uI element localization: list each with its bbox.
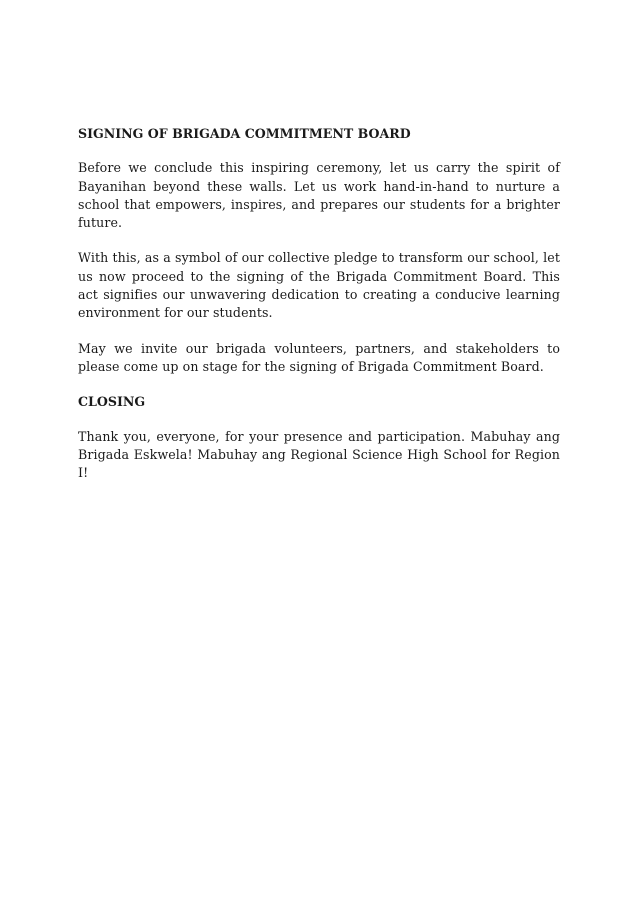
paragraph: With this, as a symbol of our collective pledge to transform our school, let us now proceed to the signing of the Brigada Commitment Board. This act signifies our unwavering dedication to creating a conducive learning environment for our students. [78,250,560,321]
paragraph: May we invite our brigada volunteers, partners, and stakeholders to please come up on stage for the signing of Brigada Commitment Board. [78,340,560,374]
paragraph: Thank you, everyone, for your presence and participation. Mabuhay ang Brigada Eskwela! Mabuhay ang Regional Science High School for Region I! [78,428,560,481]
section-heading-signing: SIGNING OF BRIGADA COMMITMENT BOARD [78,126,411,141]
document-body [78,125,560,499]
section-heading-closing: CLOSING [78,394,146,410]
paragraph: Before we conclude this inspiring ceremony, let us carry the spirit of Bayanihan beyond these walls. Let us work hand-in-hand to nurture a school that empowers, inspires, and prepares our students for a brighter future. [78,160,560,231]
